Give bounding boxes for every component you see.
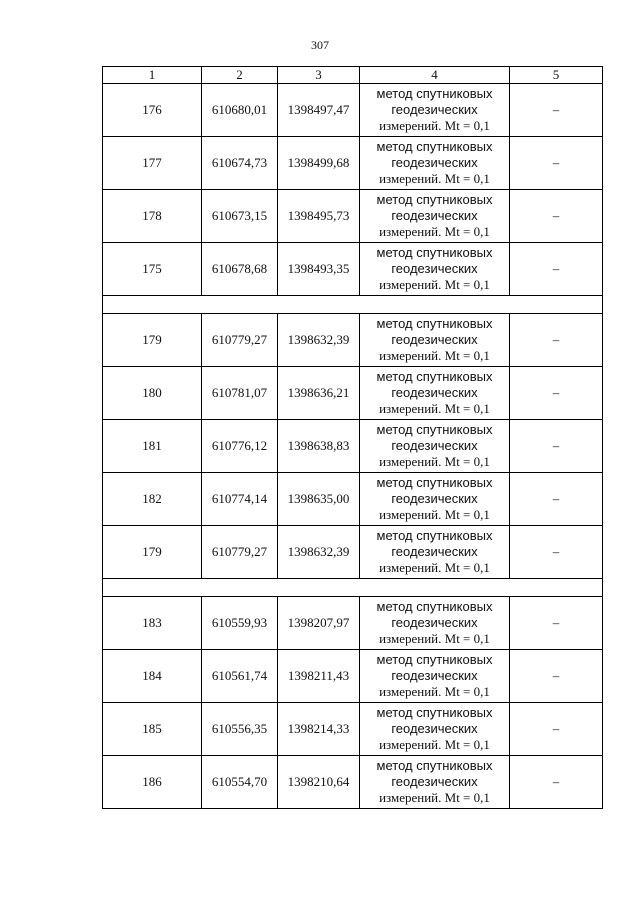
column-5-cell: –: [510, 84, 603, 137]
method-line: геодезических: [391, 261, 478, 276]
table-row: [103, 420, 603, 473]
x-coordinate-cell: 610674,73: [202, 137, 278, 190]
method-line: измерений. Mt = 0,1: [379, 224, 490, 239]
table-row: [103, 84, 603, 137]
column-5-cell: –: [510, 420, 603, 473]
table-row: [103, 703, 603, 756]
y-coordinate-cell: 1398499,68: [278, 137, 360, 190]
table-row: [103, 756, 603, 809]
point-number-cell: 184: [103, 650, 202, 703]
table-row: [103, 473, 603, 526]
column-5-cell: –: [510, 314, 603, 367]
method-line: геодезических: [391, 155, 478, 170]
coordinates-table: [102, 66, 603, 809]
header-cell-2: 2: [202, 67, 278, 84]
column-5-cell: –: [510, 756, 603, 809]
method-line: измерений. Mt = 0,1: [379, 790, 490, 805]
x-coordinate-cell: 610559,93: [202, 597, 278, 650]
y-coordinate-cell: 1398211,43: [278, 650, 360, 703]
point-number-cell: 179: [103, 314, 202, 367]
method-line: измерений. Mt = 0,1: [379, 118, 490, 133]
method-cell: [360, 597, 510, 650]
method-line: метод спутниковых: [376, 192, 493, 207]
method-cell: [360, 314, 510, 367]
table-row: [103, 314, 603, 367]
method-cell: [360, 703, 510, 756]
point-number-cell: 186: [103, 756, 202, 809]
column-5-cell: –: [510, 473, 603, 526]
point-number-cell: 182: [103, 473, 202, 526]
method-line: геодезических: [391, 438, 478, 453]
method-cell: [360, 473, 510, 526]
x-coordinate-cell: 610554,70: [202, 756, 278, 809]
page-number: 307: [311, 38, 329, 52]
separator-cell: [103, 296, 603, 314]
y-coordinate-cell: 1398638,83: [278, 420, 360, 473]
y-coordinate-cell: 1398210,64: [278, 756, 360, 809]
x-coordinate-cell: 610680,01: [202, 84, 278, 137]
method-line: метод спутниковых: [376, 599, 493, 614]
column-5-cell: –: [510, 703, 603, 756]
method-line: геодезических: [391, 385, 478, 400]
x-coordinate-cell: 610774,14: [202, 473, 278, 526]
method-line: измерений. Mt = 0,1: [379, 507, 490, 522]
method-line: измерений. Mt = 0,1: [379, 737, 490, 752]
method-line: измерений. Mt = 0,1: [379, 401, 490, 416]
point-number-cell: 176: [103, 84, 202, 137]
method-line: измерений. Mt = 0,1: [379, 631, 490, 646]
point-number-cell: 181: [103, 420, 202, 473]
coordinates-table-body: [103, 67, 603, 809]
table-row: [103, 243, 603, 296]
header-cell-1: 1: [103, 67, 202, 84]
y-coordinate-cell: 1398636,21: [278, 367, 360, 420]
point-number-cell: 175: [103, 243, 202, 296]
method-cell: [360, 84, 510, 137]
column-5-cell: –: [510, 190, 603, 243]
point-number-cell: 185: [103, 703, 202, 756]
x-coordinate-cell: 610561,74: [202, 650, 278, 703]
x-coordinate-cell: 610779,27: [202, 526, 278, 579]
method-line: измерений. Mt = 0,1: [379, 277, 490, 292]
method-cell: [360, 190, 510, 243]
header-cell-4: 4: [360, 67, 510, 84]
x-coordinate-cell: 610678,68: [202, 243, 278, 296]
column-5-cell: –: [510, 526, 603, 579]
table-row: [103, 367, 603, 420]
method-line: измерений. Mt = 0,1: [379, 560, 490, 575]
table-row: [103, 190, 603, 243]
method-line: метод спутниковых: [376, 86, 493, 101]
method-line: геодезических: [391, 721, 478, 736]
point-number-cell: 177: [103, 137, 202, 190]
x-coordinate-cell: 610776,12: [202, 420, 278, 473]
method-cell: [360, 650, 510, 703]
method-cell: [360, 420, 510, 473]
point-number-cell: 183: [103, 597, 202, 650]
separator-cell: [103, 579, 603, 597]
column-5-cell: –: [510, 650, 603, 703]
method-line: метод спутниковых: [376, 422, 493, 437]
point-number-cell: 178: [103, 190, 202, 243]
method-cell: [360, 526, 510, 579]
method-cell: [360, 756, 510, 809]
column-5-cell: –: [510, 367, 603, 420]
method-line: метод спутниковых: [376, 758, 493, 773]
point-number-cell: 180: [103, 367, 202, 420]
y-coordinate-cell: 1398207,97: [278, 597, 360, 650]
y-coordinate-cell: 1398495,73: [278, 190, 360, 243]
method-line: метод спутниковых: [376, 316, 493, 331]
y-coordinate-cell: 1398635,00: [278, 473, 360, 526]
method-cell: [360, 367, 510, 420]
table-row: [103, 137, 603, 190]
method-cell: [360, 243, 510, 296]
method-line: метод спутниковых: [376, 369, 493, 384]
method-line: измерений. Mt = 0,1: [379, 454, 490, 469]
method-line: геодезических: [391, 491, 478, 506]
method-line: метод спутниковых: [376, 475, 493, 490]
table-row: [103, 526, 603, 579]
x-coordinate-cell: 610781,07: [202, 367, 278, 420]
method-line: метод спутниковых: [376, 245, 493, 260]
table-row: [103, 650, 603, 703]
y-coordinate-cell: 1398493,35: [278, 243, 360, 296]
y-coordinate-cell: 1398214,33: [278, 703, 360, 756]
header-cell-3: 3: [278, 67, 360, 84]
x-coordinate-cell: 610673,15: [202, 190, 278, 243]
method-line: измерений. Mt = 0,1: [379, 171, 490, 186]
method-line: измерений. Mt = 0,1: [379, 348, 490, 363]
table-row: [103, 597, 603, 650]
method-line: геодезических: [391, 774, 478, 789]
column-5-cell: –: [510, 243, 603, 296]
table-separator-row: [103, 296, 603, 314]
method-cell: [360, 137, 510, 190]
method-line: геодезических: [391, 668, 478, 683]
method-line: метод спутниковых: [376, 528, 493, 543]
header-cell-5: 5: [510, 67, 603, 84]
method-line: геодезических: [391, 208, 478, 223]
method-line: геодезических: [391, 332, 478, 347]
table-separator-row: [103, 579, 603, 597]
method-line: метод спутниковых: [376, 652, 493, 667]
method-line: метод спутниковых: [376, 705, 493, 720]
y-coordinate-cell: 1398497,47: [278, 84, 360, 137]
column-5-cell: –: [510, 137, 603, 190]
method-line: геодезических: [391, 102, 478, 117]
point-number-cell: 179: [103, 526, 202, 579]
method-line: измерений. Mt = 0,1: [379, 684, 490, 699]
column-5-cell: –: [510, 597, 603, 650]
method-line: геодезических: [391, 615, 478, 630]
method-line: геодезических: [391, 544, 478, 559]
table-header-row: [103, 67, 603, 84]
x-coordinate-cell: 610779,27: [202, 314, 278, 367]
y-coordinate-cell: 1398632,39: [278, 314, 360, 367]
y-coordinate-cell: 1398632,39: [278, 526, 360, 579]
method-line: метод спутниковых: [376, 139, 493, 154]
x-coordinate-cell: 610556,35: [202, 703, 278, 756]
